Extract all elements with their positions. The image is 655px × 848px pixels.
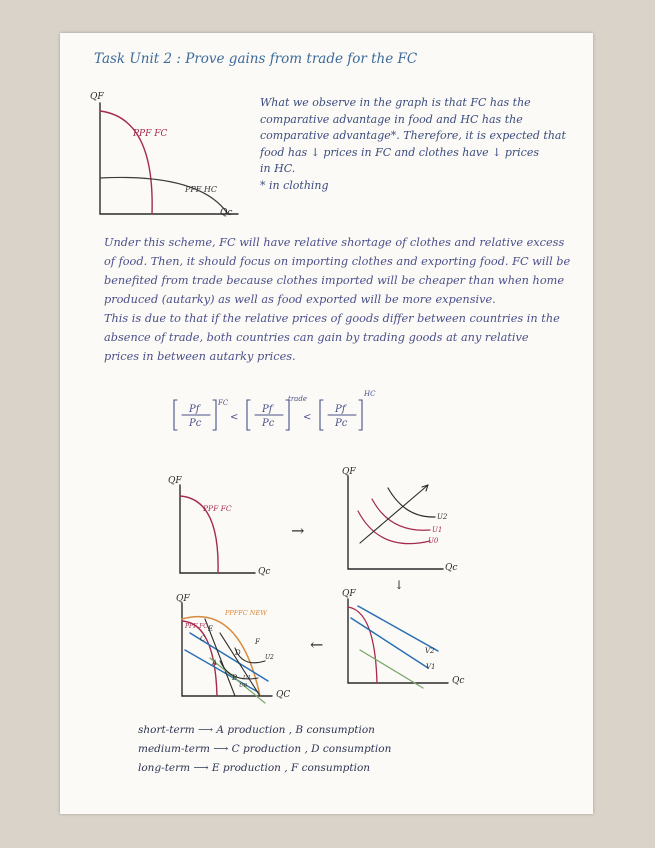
less-than: < bbox=[230, 412, 239, 423]
curve-u1-label: U1 bbox=[243, 675, 252, 681]
footnote-line: * in clothing bbox=[260, 178, 329, 192]
y-axis-label: QF bbox=[342, 467, 356, 477]
ppf-fc-label: PPF FC bbox=[185, 623, 208, 630]
graph-4-trade-equilibrium bbox=[176, 594, 290, 703]
graph-3-price-lines bbox=[342, 589, 464, 688]
ppf-fc-label: PPF FC bbox=[203, 504, 232, 513]
pc-denominator: Pc bbox=[262, 418, 275, 429]
pc-denominator: Pc bbox=[335, 418, 348, 429]
y-axis-label: QF bbox=[342, 589, 356, 599]
ppf-fc-label: PPF FC bbox=[133, 129, 168, 139]
y-axis-label: QF bbox=[176, 594, 190, 604]
text-line: This is due to that if the relative prices of goods differ between countries in the bbox=[104, 312, 560, 325]
arrow-down-icon: ↓ bbox=[394, 578, 405, 592]
x-axis-label: Qc bbox=[220, 208, 233, 218]
arrow-right-icon: → bbox=[291, 521, 305, 540]
line-v1-label: V1 bbox=[426, 663, 436, 671]
point-c-label: C bbox=[200, 635, 206, 643]
curve-u0-label: U0 bbox=[239, 683, 248, 689]
ppf-hc-label: PPF HC bbox=[185, 185, 217, 194]
curve-u2-label: U2 bbox=[265, 654, 274, 661]
curve-u0-label: U0 bbox=[428, 537, 439, 545]
pf-numerator: Pf bbox=[335, 404, 346, 415]
note-long-term: long-term ⟶ E production , F consumption bbox=[138, 762, 371, 774]
y-axis-label: QF bbox=[168, 476, 182, 486]
diagram-layer bbox=[60, 33, 593, 814]
curve-u1-label: U1 bbox=[432, 526, 443, 534]
text-line: of food. Then, it should focus on importing clothes and exporting food. FC will be bbox=[104, 255, 571, 268]
sup-hc: HC bbox=[364, 390, 376, 398]
x-axis-label: Qc bbox=[258, 567, 271, 577]
paper-sheet bbox=[60, 33, 593, 814]
point-b-label: B bbox=[232, 674, 238, 682]
point-f-label: F bbox=[255, 638, 260, 646]
graph-2-indifference bbox=[342, 467, 457, 573]
text-line: benefited from trade because clothes imported will be cheaper than when home bbox=[104, 274, 565, 287]
text-line: Under this scheme, FC will have relative shortage of clothes and relative excess bbox=[104, 236, 565, 249]
y-axis-label: QF bbox=[90, 92, 104, 102]
line-v2-label: V2 bbox=[425, 647, 435, 655]
page-title: Task Unit 2 : Prove gains from trade for the FC bbox=[94, 51, 418, 67]
x-axis-label: Qc bbox=[445, 563, 458, 573]
ppf-new-label: PPFFC NEW bbox=[225, 609, 267, 617]
arrow-left-icon: ← bbox=[310, 635, 324, 654]
note-medium-term: medium-term ⟶ C production , D consumption bbox=[138, 743, 392, 755]
note-short-term: short-term ⟶ A production , B consumption bbox=[138, 724, 375, 736]
text-line: comparative advantage*. Therefore, it is expected that bbox=[260, 129, 566, 143]
point-d-label: D bbox=[235, 649, 241, 657]
top-ppf-graph bbox=[90, 92, 238, 218]
pf-numerator: Pf bbox=[262, 404, 273, 415]
point-e-label: E bbox=[208, 625, 214, 633]
text-line: produced (autarky) as well as food exported will be more expensive. bbox=[104, 293, 496, 306]
point-a-label: A bbox=[212, 659, 218, 667]
curve-u2-label: U2 bbox=[437, 513, 448, 521]
pc-denominator: Pc bbox=[189, 418, 202, 429]
text-line: absence of trade, both countries can gain by trading goods at any relative bbox=[104, 331, 529, 344]
text-line: in HC. bbox=[260, 162, 296, 176]
text-line: What we observe in the graph is that FC has the bbox=[260, 96, 531, 109]
text-line: comparative advantage in food and HC has the bbox=[260, 112, 523, 126]
pf-numerator: Pf bbox=[189, 404, 200, 415]
sup-trade: trade bbox=[288, 395, 307, 403]
x-axis-label: QC bbox=[276, 690, 291, 700]
text-line: food has ↓ prices in FC and clothes have ↓ prices bbox=[260, 145, 539, 159]
x-axis-label: Qc bbox=[452, 676, 465, 686]
text-line: prices in between autarky prices. bbox=[104, 350, 296, 363]
graph-1-ppf bbox=[168, 476, 270, 577]
less-than: < bbox=[303, 412, 312, 423]
sup-fc: FC bbox=[218, 399, 229, 407]
